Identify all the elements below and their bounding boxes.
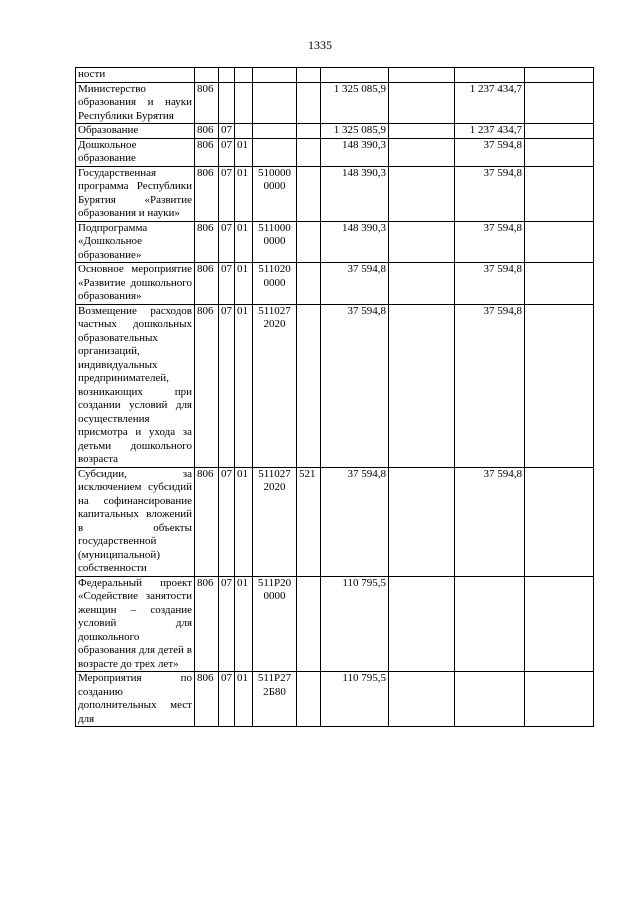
row-name-cell: ности — [76, 68, 195, 83]
row-sum-1-cell: 148 390,3 — [321, 138, 389, 166]
row-sum-1-cell: 1 325 085,9 — [321, 82, 389, 124]
row-sum-3-cell: 37 594,8 — [455, 221, 525, 263]
table-row — [76, 263, 594, 305]
row-sum-3-cell — [455, 68, 525, 83]
row-section-cell: 07 — [219, 467, 235, 576]
row-subsection-cell: 01 — [235, 221, 253, 263]
row-subsection-cell — [235, 68, 253, 83]
row-code-cell: 806 — [195, 166, 219, 221]
row-sum-1-cell: 148 390,3 — [321, 221, 389, 263]
table-row — [76, 138, 594, 166]
row-expense-type-cell: 521 — [297, 467, 321, 576]
row-sum-2-cell — [389, 672, 455, 727]
row-code-cell: 806 — [195, 304, 219, 467]
row-name-cell: Мероприятия по созданию дополнительных мест для — [76, 672, 195, 727]
row-sum-2-cell — [389, 68, 455, 83]
row-sum-4-cell — [525, 166, 594, 221]
row-sum-1-cell: 148 390,3 — [321, 166, 389, 221]
row-sum-1-cell: 37 594,8 — [321, 304, 389, 467]
row-section-cell: 07 — [219, 166, 235, 221]
row-expense-type-cell — [297, 672, 321, 727]
page-number: 1335 — [308, 38, 332, 52]
table-row — [76, 576, 594, 672]
row-name-cell: Министерство образования и науки Республики Бурятия — [76, 82, 195, 124]
row-expense-type-cell — [297, 82, 321, 124]
row-subsection-cell — [235, 82, 253, 124]
row-subsection-cell: 01 — [235, 166, 253, 221]
row-name-cell: Возмещение расходов частных дошкольных образовательных организаций, индивидуальных предпринимателей, возникающих при создании условий для осуществления присмотра и ухода за детьми дошкольного возраста — [76, 304, 195, 467]
row-sum-3-cell: 37 594,8 — [455, 166, 525, 221]
row-target-article-cell: 511027 2020 — [253, 467, 297, 576]
row-sum-2-cell — [389, 576, 455, 672]
row-code-cell: 806 — [195, 82, 219, 124]
row-target-article-cell — [253, 68, 297, 83]
budget-table — [75, 67, 594, 727]
row-expense-type-cell — [297, 138, 321, 166]
row-name-cell: Федеральный проект «Содействие занятости женщин – создание условий для дошкольного образования для детей в возрасте до трех лет» — [76, 576, 195, 672]
row-sum-3-cell — [455, 672, 525, 727]
row-sum-3-cell: 37 594,8 — [455, 263, 525, 305]
row-target-article-cell — [253, 138, 297, 166]
row-sum-1-cell: 37 594,8 — [321, 467, 389, 576]
row-target-article-cell: 511Р27 2Б80 — [253, 672, 297, 727]
table-row — [76, 166, 594, 221]
row-subsection-cell: 01 — [235, 138, 253, 166]
table-row — [76, 68, 594, 83]
row-sum-2-cell — [389, 304, 455, 467]
table-row — [76, 124, 594, 139]
row-code-cell: 806 — [195, 576, 219, 672]
table-body — [76, 68, 594, 727]
row-expense-type-cell — [297, 166, 321, 221]
row-name-cell: Государственная программа Республики Бурятия «Развитие образования и науки» — [76, 166, 195, 221]
row-section-cell — [219, 82, 235, 124]
row-sum-4-cell — [525, 467, 594, 576]
row-sum-1-cell: 1 325 085,9 — [321, 124, 389, 139]
row-code-cell: 806 — [195, 221, 219, 263]
table-row — [76, 467, 594, 576]
row-sum-4-cell — [525, 138, 594, 166]
row-code-cell: 806 — [195, 672, 219, 727]
row-name-cell: Образование — [76, 124, 195, 139]
row-expense-type-cell — [297, 124, 321, 139]
row-subsection-cell: 01 — [235, 304, 253, 467]
table-row — [76, 304, 594, 467]
row-code-cell: 806 — [195, 467, 219, 576]
row-name-cell: Субсидии, за исключением субсидий на софинансирование капитальных вложений в объекты государственной (муниципальной) собственности — [76, 467, 195, 576]
row-section-cell — [219, 68, 235, 83]
row-section-cell: 07 — [219, 138, 235, 166]
table-row — [76, 221, 594, 263]
row-section-cell: 07 — [219, 304, 235, 467]
row-sum-3-cell: 37 594,8 — [455, 138, 525, 166]
row-expense-type-cell — [297, 576, 321, 672]
row-section-cell: 07 — [219, 672, 235, 727]
row-sum-2-cell — [389, 138, 455, 166]
row-section-cell: 07 — [219, 124, 235, 139]
row-subsection-cell: 01 — [235, 263, 253, 305]
row-expense-type-cell — [297, 263, 321, 305]
row-target-article-cell — [253, 124, 297, 139]
row-sum-3-cell: 37 594,8 — [455, 304, 525, 467]
row-section-cell: 07 — [219, 576, 235, 672]
row-code-cell: 806 — [195, 124, 219, 139]
row-target-article-cell — [253, 82, 297, 124]
row-target-article-cell: 511Р20 0000 — [253, 576, 297, 672]
row-subsection-cell: 01 — [235, 576, 253, 672]
row-sum-2-cell — [389, 221, 455, 263]
row-target-article-cell: 511020 0000 — [253, 263, 297, 305]
row-sum-2-cell — [389, 263, 455, 305]
row-name-cell: Основное мероприятие «Развитие дошкольного образования» — [76, 263, 195, 305]
row-code-cell — [195, 68, 219, 83]
row-sum-2-cell — [389, 166, 455, 221]
row-section-cell: 07 — [219, 263, 235, 305]
row-expense-type-cell — [297, 304, 321, 467]
row-expense-type-cell — [297, 68, 321, 83]
table-row — [76, 82, 594, 124]
row-target-article-cell: 511000 0000 — [253, 221, 297, 263]
row-sum-2-cell — [389, 124, 455, 139]
row-sum-3-cell: 1 237 434,7 — [455, 82, 525, 124]
row-sum-3-cell: 1 237 434,7 — [455, 124, 525, 139]
row-target-article-cell: 511027 2020 — [253, 304, 297, 467]
row-section-cell: 07 — [219, 221, 235, 263]
row-sum-4-cell — [525, 263, 594, 305]
row-sum-1-cell: 110 795,5 — [321, 672, 389, 727]
row-sum-4-cell — [525, 672, 594, 727]
row-name-cell: Подпрограмма «Дошкольное образование» — [76, 221, 195, 263]
row-sum-2-cell — [389, 82, 455, 124]
row-subsection-cell: 01 — [235, 467, 253, 576]
row-sum-3-cell: 37 594,8 — [455, 467, 525, 576]
row-expense-type-cell — [297, 221, 321, 263]
row-target-article-cell: 510000 0000 — [253, 166, 297, 221]
row-sum-1-cell: 110 795,5 — [321, 576, 389, 672]
row-name-cell: Дошкольное образование — [76, 138, 195, 166]
row-code-cell: 806 — [195, 263, 219, 305]
table-row — [76, 672, 594, 727]
row-sum-4-cell — [525, 304, 594, 467]
row-sum-2-cell — [389, 467, 455, 576]
row-sum-3-cell — [455, 576, 525, 672]
row-subsection-cell: 01 — [235, 672, 253, 727]
row-sum-4-cell — [525, 68, 594, 83]
row-sum-4-cell — [525, 124, 594, 139]
row-sum-4-cell — [525, 82, 594, 124]
row-code-cell: 806 — [195, 138, 219, 166]
row-sum-1-cell — [321, 68, 389, 83]
row-subsection-cell — [235, 124, 253, 139]
row-sum-4-cell — [525, 576, 594, 672]
row-sum-1-cell: 37 594,8 — [321, 263, 389, 305]
row-sum-4-cell — [525, 221, 594, 263]
